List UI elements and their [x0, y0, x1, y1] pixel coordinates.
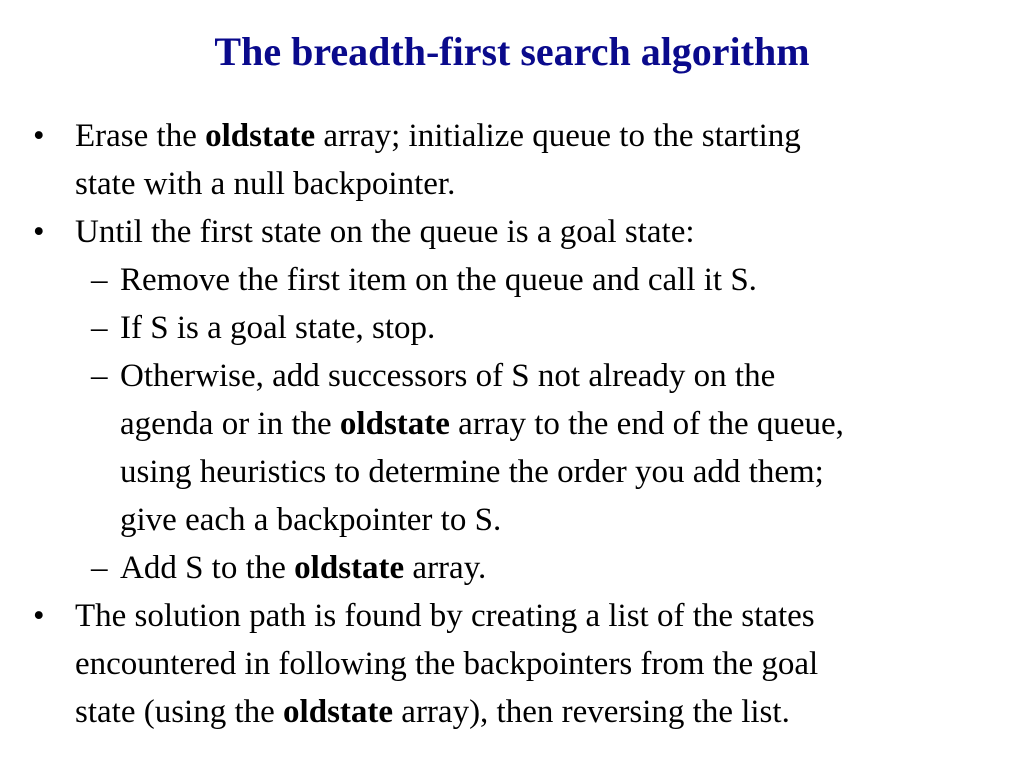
bold-term: oldstate [283, 694, 394, 730]
list-item [0, 112, 1024, 160]
sub-list-item-text: Remove the first item on the queue and call it S. [120, 262, 757, 298]
sub-list-item-text: Add S to the oldstate array. [120, 550, 487, 586]
list-item-text: The solution path is found by creating a list of the states [75, 598, 815, 634]
slide-title: The breadth-first search algorithm [214, 29, 810, 74]
dash-icon: – [91, 550, 108, 586]
sub-list-item [0, 304, 1024, 352]
dash-icon: – [91, 262, 108, 298]
sub-list-item-text: Otherwise, add successors of S not already on the [120, 358, 776, 394]
dash-icon: – [91, 310, 108, 346]
list-item-text: Erase the oldstate array; initialize queue to the starting [75, 118, 801, 154]
sub-list-item-text: If S is a goal state, stop. [120, 310, 436, 346]
bullet-icon: • [33, 598, 45, 634]
bold-term: oldstate [294, 550, 405, 586]
bullet-icon: • [33, 118, 45, 154]
bullet-list [0, 112, 1024, 736]
bold-term: oldstate [205, 118, 316, 154]
list-item [0, 592, 1024, 640]
bold-term: oldstate [339, 406, 450, 442]
sub-list-item [0, 256, 1024, 304]
dash-icon: – [91, 358, 108, 394]
list-item-continuation: state (using the oldstate array), then reversing the list. [75, 694, 790, 730]
sub-list-item-continuation: give each a backpointer to S. [120, 502, 502, 538]
sub-list-item-continuation: using heuristics to determine the order you add them; [120, 454, 824, 490]
sub-list-item-continuation: agenda or in the oldstate array to the end of the queue, [120, 406, 844, 442]
list-item [0, 208, 1024, 256]
bullet-icon: • [33, 214, 45, 250]
list-item-continuation: encountered in following the backpointers from the goal [75, 646, 819, 682]
list-item-text: Until the first state on the queue is a goal state: [75, 214, 695, 250]
sub-list-item [0, 544, 1024, 592]
list-item-continuation: state with a null backpointer. [75, 166, 456, 202]
sub-list-item [0, 352, 1024, 400]
